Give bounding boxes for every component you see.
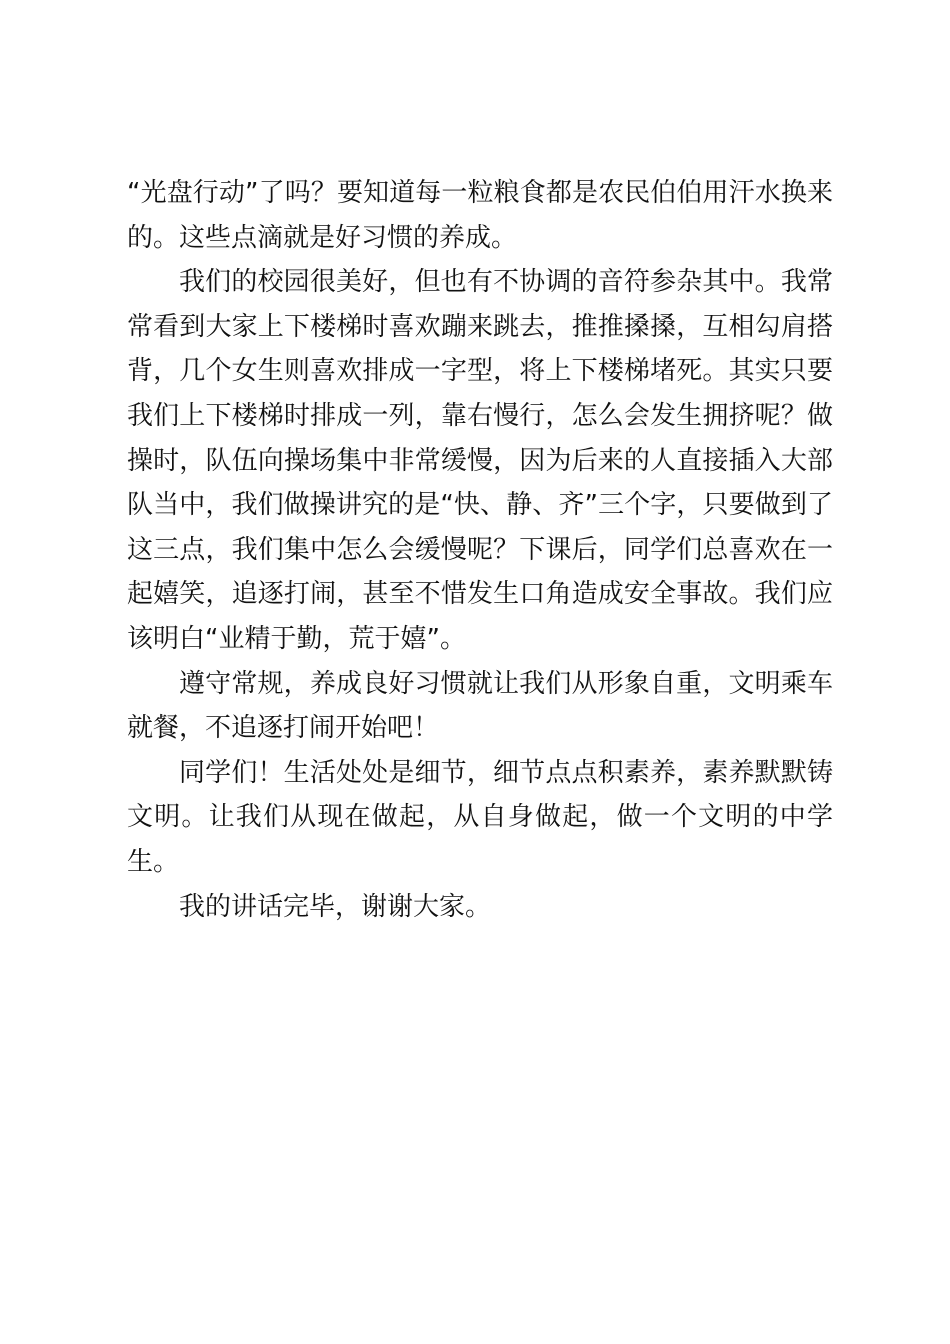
- paragraph-campus-behavior: 我们的校园很美好，但也有不协调的音符参杂其中。我常常看到大家上下楼梯时喜欢蹦来跳去，推推搡搡，互相勾肩搭背，几个女生则喜欢排成一字型，将上下楼梯堵死。其实只要我们上下楼梯时排成一列，靠右慢行，怎么会发生拥挤呢？做操时，队伍向操场集中非常缓慢，因为后来的人直接插入大部队当中，我们做操讲究的是“快、静、齐”三个字，只要做到了这三点，我们集中怎么会缓慢呢？下课后，同学们总喜欢在一起嬉笑，追逐打闹，甚至不惜发生口角造成安全事故。我们应该明白“业精于勤，荒于嬉”。: [127, 267, 833, 654]
- paragraph-good-habits: 遵守常规，养成良好习惯就让我们从形象自重，文明乘车就餐，不追逐打闹开始吧！: [127, 668, 833, 744]
- document-body: [127, 171, 833, 929]
- paragraph-civility: 同学们！生活处处是细节，细节点点积素养，素养默默铸文明。让我们从现在做起，从自身做起，做一个文明的中学生。: [127, 757, 833, 877]
- paragraph-continuation: “光盘行动”了吗？要知道每一粒粮食都是农民伯伯用汗水换来的。这些点滴就是好习惯的养成。: [127, 178, 833, 253]
- paragraph-closing: 我的讲话完毕，谢谢大家。: [179, 891, 492, 922]
